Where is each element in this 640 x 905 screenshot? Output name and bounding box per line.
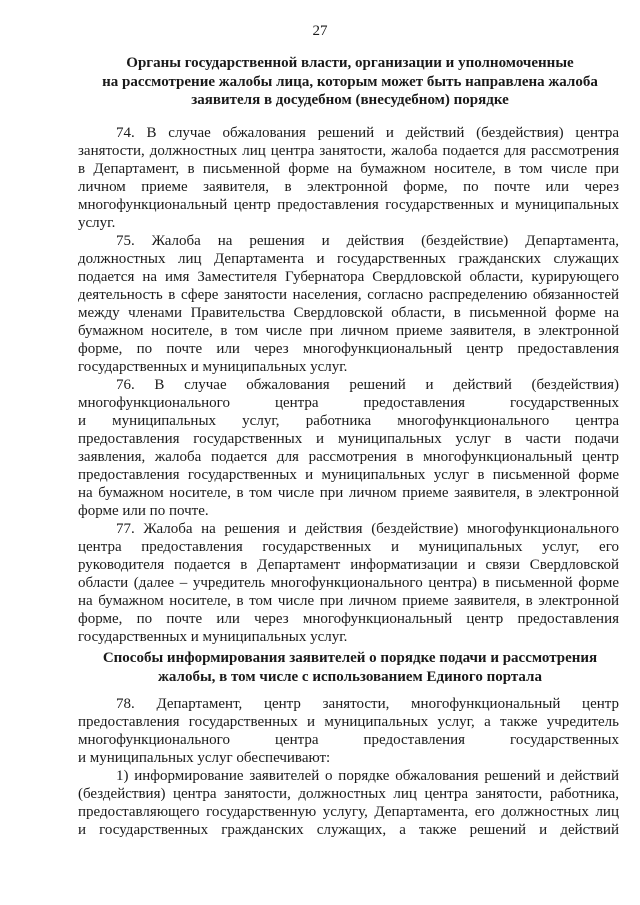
text-line: (бездействия) центра занятости, должностных лиц центра занятости, работника,: [78, 786, 619, 802]
text-line: на бумажном носителе, в том числе при личном приеме заявителя, в электронной: [78, 593, 619, 609]
text-line: подается на имя Заместителя Губернатора Свердловской области, курирующего: [78, 269, 619, 285]
text-line: и муниципальных услуг, работника многофункционального центра: [78, 413, 619, 429]
heading-line: заявителя в досудебном (внесудебном) порядке: [191, 92, 509, 108]
text-line: между членами Правительства Свердловской области, в письменной форме на: [78, 305, 619, 321]
paragraph-78-item-1: [78, 767, 619, 839]
paragraph-78: [78, 695, 619, 767]
text-line: области (далее – учредитель многофункционального центра) в письменной форме: [78, 575, 619, 591]
text-line: 75. Жалоба на решения и действия (бездействие) Департамента,: [116, 233, 619, 249]
text-line: форме, по почте или через многофункциональный центр предоставления: [78, 611, 619, 627]
text-line: государственных и муниципальных услуг.: [78, 359, 348, 375]
text-line: 74. В случае обжалования решений и действий (бездействия) центра: [116, 125, 619, 141]
paragraph-75: [78, 232, 619, 376]
text-line: должностных лиц Департамента и государственных гражданских служащих: [78, 251, 619, 267]
text-line: 76. В случае обжалования решений и действий (бездействия): [116, 377, 619, 393]
text-line: форме, по почте или через многофункциональный центр предоставления: [78, 341, 619, 357]
text-line: бумажном носителе, в том числе при личном приеме заявителя, в электронной: [78, 323, 619, 339]
text-line: государственных и муниципальных услуг.: [78, 629, 348, 645]
text-line: многофункциональный центр предоставления государственных и муниципальных: [78, 197, 619, 213]
text-line: 78. Департамент, центр занятости, многофункциональный центр: [116, 696, 619, 712]
paragraph-76: [78, 376, 619, 520]
text-line: заявления, жалоба подается для рассмотрения в многофункциональный центр: [78, 449, 619, 465]
text-line: в Департамент, в письменной форме на бумажном носителе, в том числе при: [78, 161, 619, 177]
text-line: многофункционального центра предоставления государственных: [78, 732, 619, 748]
section-body-informing-applicants: [78, 695, 619, 839]
section-body-complaint-bodies: [78, 124, 619, 646]
text-line: форме или по почте.: [78, 503, 209, 519]
text-line: деятельность в сфере занятости населения, согласно распределению обязанностей: [78, 287, 619, 303]
text-line: и муниципальных услуг обеспечивают:: [78, 750, 331, 766]
text-line: предоставляющего государственную услугу, Департамента, его должностных лиц: [78, 804, 619, 820]
text-line: 1) информирование заявителей о порядке обжалования решений и действий: [116, 768, 619, 784]
heading-line: на рассмотрение жалобы лица, которым может быть направлена жалоба: [102, 73, 598, 90]
section-heading-complaint-bodies: [60, 54, 640, 110]
text-line: личном приеме заявителя, в электронной форме, по почте или через: [78, 179, 619, 195]
paragraph-77: [78, 520, 619, 646]
text-line: центра предоставления государственных и муниципальных услуг, его: [78, 539, 619, 555]
text-line: 77. Жалоба на решения и действия (бездействие) многофункционального: [116, 521, 619, 537]
heading-line: Способы информирования заявителей о порядке подачи и рассмотрения: [102, 650, 598, 666]
page-number: 27: [312, 23, 328, 39]
text-line: предоставления государственных и муниципальных услуг в письменной форме: [78, 467, 619, 483]
paragraph-74: [78, 124, 619, 232]
text-line: многофункционального центра предоставления государственных: [78, 395, 619, 411]
heading-line: Органы государственной власти, организации и уполномоченные: [126, 55, 574, 71]
text-line: и государственных гражданских служащих, а также решений и действий: [78, 822, 619, 838]
text-line: руководителя подается в Департамент информатизации и связи Свердловской: [78, 557, 619, 573]
heading-line: жалобы, в том числе с использованием Единого портала: [158, 668, 542, 685]
text-line: предоставления государственных и муниципальных услуг, а также учредитель: [78, 714, 619, 730]
text-line: занятости, должностных лиц центра занятости, жалоба подается для рассмотрения: [78, 143, 619, 159]
text-line: на бумажном носителе, в том числе при личном приеме заявителя, в электронной: [78, 485, 619, 501]
text-line: предоставления государственных и муниципальных услуг в части подачи: [78, 431, 619, 447]
text-line: услуг.: [78, 215, 116, 231]
section-heading-informing-applicants: [60, 649, 640, 686]
